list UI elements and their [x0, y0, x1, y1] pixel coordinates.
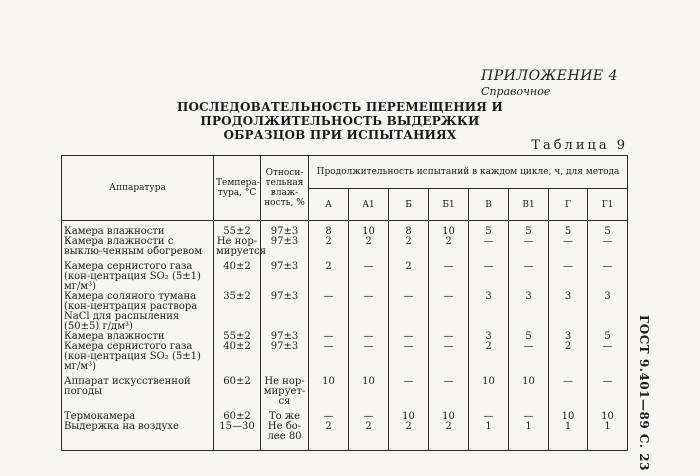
- table-row: [62, 422, 628, 451]
- cell-duration: 10: [429, 407, 469, 422]
- header-humidity: Относи-тельная влаж-ность, %: [261, 156, 309, 221]
- cell-duration: 1: [588, 422, 628, 451]
- cell-duration: 1: [469, 422, 509, 451]
- cell-duration: —: [588, 372, 628, 407]
- cell-duration: —: [349, 292, 389, 332]
- cell-duration: 10: [429, 221, 469, 238]
- cell-duration: 2: [349, 422, 389, 451]
- cell-duration: 10: [469, 372, 509, 407]
- cell-humidity: 97±3: [261, 237, 309, 257]
- cell-apparatus: Камера сернистого газа (кон-центрация SO₂ (5±1) мг/м³): [62, 342, 214, 372]
- cell-duration: —: [549, 257, 588, 292]
- cell-duration: —: [309, 332, 349, 342]
- cell-temperature: 15—30: [214, 422, 261, 451]
- header-apparatus: Аппаратура: [62, 156, 214, 221]
- appendix-block: [481, 68, 618, 98]
- cell-duration: —: [429, 292, 469, 332]
- cell-apparatus: Камера влажности: [62, 332, 214, 342]
- cell-humidity: То же: [261, 407, 309, 422]
- header-method-3: Б1: [429, 189, 469, 221]
- cell-duration: 3: [469, 292, 509, 332]
- cell-duration: —: [349, 407, 389, 422]
- cell-duration: —: [588, 342, 628, 372]
- cell-duration: —: [309, 407, 349, 422]
- cell-duration: —: [469, 257, 509, 292]
- cell-duration: —: [389, 332, 429, 342]
- cell-duration: —: [309, 292, 349, 332]
- cell-duration: —: [349, 257, 389, 292]
- document-title: [100, 100, 580, 142]
- header-duration: Продолжительность испытаний в каждом цикле, ч, для метода: [309, 156, 628, 189]
- cell-humidity: 97±3: [261, 332, 309, 342]
- cell-temperature: 55±2: [214, 221, 261, 238]
- cell-temperature: 60±2: [214, 407, 261, 422]
- cell-duration: 5: [588, 221, 628, 238]
- cell-duration: 1: [509, 422, 549, 451]
- cell-duration: —: [549, 372, 588, 407]
- cell-duration: 3: [588, 292, 628, 332]
- header-method-4: В: [469, 189, 509, 221]
- header-temperature: Темпера-тура, °С: [214, 156, 261, 221]
- cell-duration: 2: [349, 237, 389, 257]
- cell-duration: 3: [509, 292, 549, 332]
- cell-duration: 2: [429, 422, 469, 451]
- cell-duration: 10: [349, 221, 389, 238]
- cell-humidity: 97±3: [261, 342, 309, 372]
- cell-duration: —: [389, 372, 429, 407]
- cell-duration: —: [349, 332, 389, 342]
- appendix-subtitle: Справочное: [481, 84, 551, 98]
- header-method-2: Б: [389, 189, 429, 221]
- cell-duration: —: [549, 237, 588, 257]
- cell-apparatus: Камера влажности с выклю-ченным обогревом: [62, 237, 214, 257]
- cell-duration: —: [429, 257, 469, 292]
- cell-temperature: 60±2: [214, 372, 261, 407]
- cell-duration: —: [588, 237, 628, 257]
- cell-duration: 10: [549, 407, 588, 422]
- cell-duration: 2: [309, 237, 349, 257]
- cell-duration: 2: [389, 422, 429, 451]
- header-method-6: Г: [549, 189, 588, 221]
- cell-duration: 2: [389, 257, 429, 292]
- table-label: Таблица 9: [531, 138, 628, 153]
- cell-duration: —: [509, 407, 549, 422]
- cell-duration: 10: [389, 407, 429, 422]
- side-text: ГОСТ 9.401—89 С. 23: [637, 314, 651, 471]
- cell-duration: 1: [549, 422, 588, 451]
- cell-duration: —: [509, 257, 549, 292]
- side-running-header: [632, 314, 656, 471]
- cell-humidity: 97±3: [261, 257, 309, 292]
- cell-humidity: 97±3: [261, 292, 309, 332]
- cell-apparatus: Камера сернистого газа (кон-центрация SO₂ (5±1) мг/м³): [62, 257, 214, 292]
- cell-duration: 2: [429, 237, 469, 257]
- cell-humidity: 97±3: [261, 221, 309, 238]
- table-row: [62, 342, 628, 372]
- table-row: [62, 257, 628, 292]
- table-row: [62, 372, 628, 407]
- cell-duration: —: [469, 237, 509, 257]
- cell-duration: —: [429, 342, 469, 372]
- cell-apparatus: Аппарат искусственной погоды: [62, 372, 214, 407]
- header-method-5: В1: [509, 189, 549, 221]
- table-row: [62, 221, 628, 238]
- document-title-line-1: ПОСЛЕДОВАТЕЛЬНОСТЬ ПЕРЕМЕЩЕНИЯ И ПРОДОЛЖИТЕЛЬНОСТЬ ВЫДЕРЖКИ: [177, 100, 503, 128]
- cell-duration: —: [389, 292, 429, 332]
- table-row: [62, 237, 628, 257]
- cell-duration: 2: [309, 257, 349, 292]
- cell-duration: 10: [588, 407, 628, 422]
- cell-duration: 3: [549, 332, 588, 342]
- test-sequence-table: [61, 155, 628, 451]
- cell-duration: 5: [588, 332, 628, 342]
- cell-duration: 2: [309, 422, 349, 451]
- appendix-title: ПРИЛОЖЕНИЕ 4: [481, 68, 618, 84]
- cell-temperature: 35±2: [214, 292, 261, 332]
- cell-humidity: Не бо-лее 80: [261, 422, 309, 451]
- header-method-7: Г1: [588, 189, 628, 221]
- cell-duration: 2: [549, 342, 588, 372]
- document-title-line-2: ОБРАЗЦОВ ПРИ ИСПЫТАНИЯХ: [223, 128, 457, 142]
- cell-temperature: 40±2: [214, 257, 261, 292]
- cell-duration: 5: [549, 221, 588, 238]
- cell-duration: 5: [469, 221, 509, 238]
- cell-duration: 5: [509, 332, 549, 342]
- cell-duration: —: [509, 237, 549, 257]
- cell-apparatus: Камера соляного тумана (кон-центрация раствора NaCl для распыления (50±5) г/дм³): [62, 292, 214, 332]
- cell-apparatus: Термокамера: [62, 407, 214, 422]
- header-method-1: А1: [349, 189, 389, 221]
- cell-apparatus: Выдержка на воздухе: [62, 422, 214, 451]
- cell-duration: 3: [469, 332, 509, 342]
- cell-duration: 10: [509, 372, 549, 407]
- cell-duration: —: [309, 342, 349, 372]
- cell-temperature: Не нор-мируется: [214, 237, 261, 257]
- header-method-0: А: [309, 189, 349, 221]
- cell-duration: 3: [549, 292, 588, 332]
- table-row: [62, 407, 628, 422]
- cell-temperature: 40±2: [214, 342, 261, 372]
- cell-duration: 2: [389, 237, 429, 257]
- cell-humidity: Не нор-мирует-ся: [261, 372, 309, 407]
- cell-duration: 5: [509, 221, 549, 238]
- cell-duration: 2: [469, 342, 509, 372]
- cell-duration: —: [429, 332, 469, 342]
- cell-temperature: 55±2: [214, 332, 261, 342]
- cell-duration: 8: [389, 221, 429, 238]
- cell-duration: —: [469, 407, 509, 422]
- cell-duration: —: [429, 372, 469, 407]
- cell-duration: 10: [309, 372, 349, 407]
- cell-duration: —: [349, 342, 389, 372]
- cell-duration: 10: [349, 372, 389, 407]
- cell-duration: —: [588, 257, 628, 292]
- cell-duration: 8: [309, 221, 349, 238]
- cell-duration: —: [509, 342, 549, 372]
- cell-apparatus: Камера влажности: [62, 221, 214, 238]
- cell-duration: —: [389, 342, 429, 372]
- table-row: [62, 292, 628, 332]
